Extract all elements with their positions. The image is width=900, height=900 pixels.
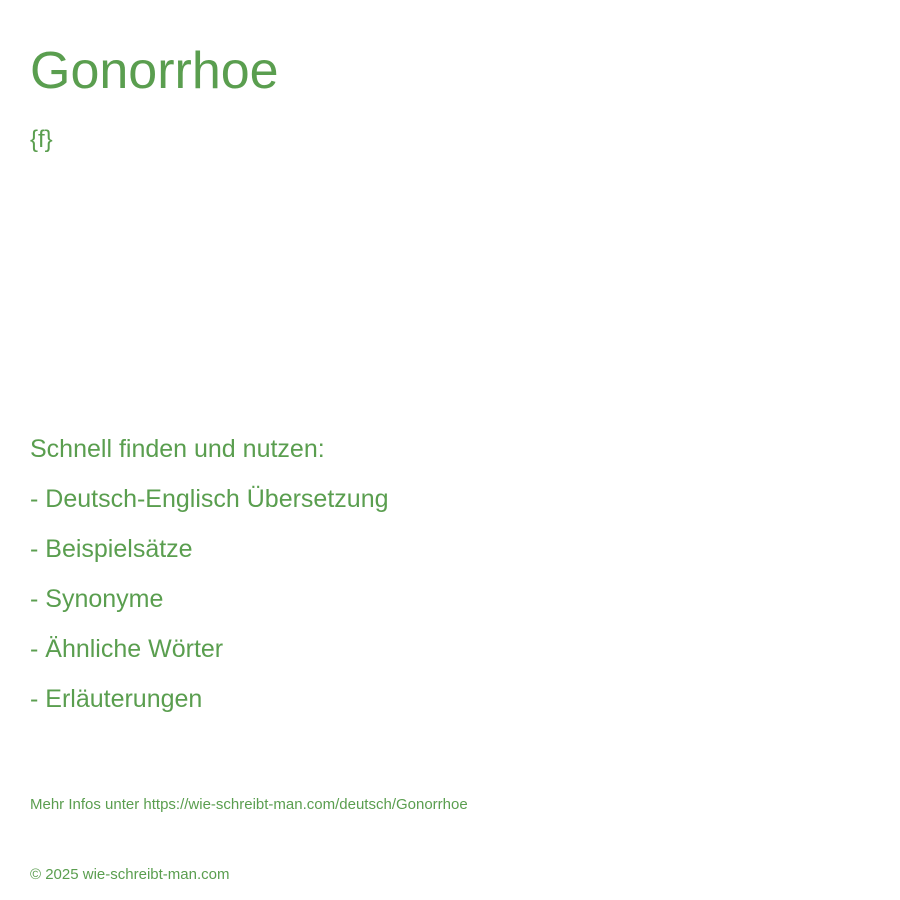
feature-item-example-sentences: - Beispielsätze xyxy=(30,535,193,563)
feature-item-similar-words: - Ähnliche Wörter xyxy=(30,635,224,663)
more-info-text: Mehr Infos unter https://wie-schreibt-man.com/deutsch/Gonorrhoe xyxy=(30,796,468,813)
feature-item-translation: - Deutsch-Englisch Übersetzung xyxy=(30,485,389,513)
gender-label: {f} xyxy=(30,126,53,153)
copyright-text: © 2025 wie-schreibt-man.com xyxy=(30,866,230,883)
features-heading: Schnell finden und nutzen: xyxy=(30,435,325,463)
page-title: Gonorrhoe xyxy=(30,42,279,100)
feature-item-explanations: - Erläuterungen xyxy=(30,685,203,713)
features-list xyxy=(30,424,389,724)
feature-item-synonyms: - Synonyme xyxy=(30,585,164,613)
